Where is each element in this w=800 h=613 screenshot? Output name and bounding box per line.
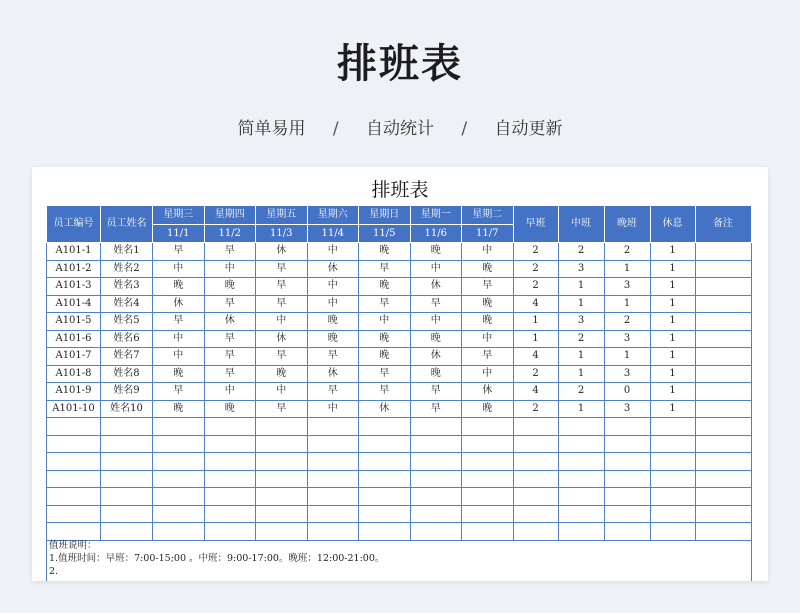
cell-employee-id[interactable]: A101-1 xyxy=(47,243,101,261)
cell-shift[interactable]: 早 xyxy=(204,365,256,383)
cell-count[interactable]: 1 xyxy=(650,313,695,331)
empty-cell[interactable] xyxy=(650,453,695,471)
cell-remark[interactable] xyxy=(695,400,751,418)
cell-shift[interactable]: 晚 xyxy=(410,330,462,348)
empty-cell[interactable] xyxy=(410,418,462,436)
cell-shift[interactable]: 中 xyxy=(153,348,205,366)
table-row xyxy=(47,295,752,313)
cell-shift[interactable]: 中 xyxy=(462,330,514,348)
sheet-title: 排班表 xyxy=(371,179,429,201)
cell-shift[interactable]: 早 xyxy=(359,383,411,401)
notes-line: 1.值班时间：早班：7:00-15;00 。中班：9:00-17:00。晚班：12:00-21:00。 xyxy=(49,553,385,564)
empty-cell[interactable] xyxy=(101,505,153,523)
cell-shift[interactable]: 中 xyxy=(307,400,359,418)
empty-cell[interactable] xyxy=(47,505,101,523)
cell-count[interactable]: 3 xyxy=(558,313,604,331)
empty-cell[interactable] xyxy=(47,488,101,506)
cell-shift[interactable]: 晚 xyxy=(153,400,205,418)
cell-employee-id[interactable]: A101-5 xyxy=(47,313,101,331)
empty-cell[interactable] xyxy=(256,470,308,488)
cell-shift[interactable]: 休 xyxy=(307,365,359,383)
tagline-separator: / xyxy=(332,119,339,139)
cell-employee-name[interactable]: 姓名3 xyxy=(101,278,153,296)
empty-cell[interactable] xyxy=(410,470,462,488)
cell-shift[interactable]: 晚 xyxy=(359,348,411,366)
empty-cell[interactable] xyxy=(47,418,101,436)
empty-cell[interactable] xyxy=(307,505,359,523)
header-date: 11/3 xyxy=(256,225,308,243)
cell-shift[interactable]: 中 xyxy=(153,330,205,348)
cell-shift[interactable]: 早 xyxy=(359,260,411,278)
cell-shift[interactable]: 晚 xyxy=(307,313,359,331)
cell-shift[interactable]: 早 xyxy=(204,243,256,261)
header-date: 11/5 xyxy=(359,225,411,243)
empty-cell[interactable] xyxy=(307,470,359,488)
empty-row xyxy=(47,435,752,453)
header-date: 11/6 xyxy=(410,225,462,243)
header-weekday: 星期日 xyxy=(359,206,411,225)
empty-cell[interactable] xyxy=(410,435,462,453)
empty-cell[interactable] xyxy=(558,470,604,488)
cell-count[interactable]: 1 xyxy=(650,348,695,366)
empty-cell[interactable] xyxy=(153,470,205,488)
cell-shift[interactable]: 晚 xyxy=(153,365,205,383)
empty-row xyxy=(47,453,752,471)
empty-cell[interactable] xyxy=(513,505,558,523)
header-date: 11/7 xyxy=(462,225,514,243)
cell-shift[interactable]: 早 xyxy=(359,365,411,383)
cell-employee-id[interactable]: A101-2 xyxy=(47,260,101,278)
empty-cell[interactable] xyxy=(462,470,514,488)
empty-cell[interactable] xyxy=(410,453,462,471)
cell-shift[interactable]: 休 xyxy=(307,260,359,278)
empty-cell[interactable] xyxy=(101,488,153,506)
header-date: 11/2 xyxy=(204,225,256,243)
cell-count[interactable]: 2 xyxy=(604,243,650,261)
cell-shift[interactable]: 早 xyxy=(410,295,462,313)
table-row xyxy=(47,313,752,331)
empty-cell[interactable] xyxy=(359,470,411,488)
cell-shift[interactable]: 中 xyxy=(359,313,411,331)
cell-shift[interactable]: 晚 xyxy=(410,365,462,383)
header-weekday: 星期五 xyxy=(256,206,308,225)
cell-count[interactable]: 1 xyxy=(558,295,604,313)
cell-shift[interactable]: 休 xyxy=(462,383,514,401)
notes-line: 2. xyxy=(49,566,59,577)
empty-cell[interactable] xyxy=(513,488,558,506)
cell-remark[interactable] xyxy=(695,278,751,296)
cell-shift[interactable]: 休 xyxy=(359,400,411,418)
cell-employee-name[interactable]: 姓名7 xyxy=(101,348,153,366)
cell-shift[interactable]: 晚 xyxy=(462,260,514,278)
cell-shift[interactable]: 晚 xyxy=(359,243,411,261)
cell-employee-name[interactable]: 姓名2 xyxy=(101,260,153,278)
empty-row xyxy=(47,418,752,436)
table-row xyxy=(47,278,752,296)
empty-cell[interactable] xyxy=(604,488,650,506)
schedule-table xyxy=(46,205,752,541)
cell-count[interactable]: 4 xyxy=(513,295,558,313)
empty-cell[interactable] xyxy=(47,435,101,453)
cell-employee-name[interactable]: 姓名8 xyxy=(101,365,153,383)
cell-shift[interactable]: 早 xyxy=(307,383,359,401)
empty-cell[interactable] xyxy=(204,435,256,453)
empty-cell[interactable] xyxy=(462,435,514,453)
empty-cell[interactable] xyxy=(204,488,256,506)
cell-count[interactable]: 3 xyxy=(604,400,650,418)
empty-cell[interactable] xyxy=(359,435,411,453)
empty-cell[interactable] xyxy=(256,453,308,471)
header-rest-count: 休息 xyxy=(650,206,695,243)
cell-shift[interactable]: 晚 xyxy=(462,313,514,331)
table-row xyxy=(47,348,752,366)
empty-cell[interactable] xyxy=(359,418,411,436)
empty-cell[interactable] xyxy=(256,418,308,436)
empty-cell[interactable] xyxy=(256,488,308,506)
cell-count[interactable]: 4 xyxy=(513,348,558,366)
cell-shift[interactable]: 中 xyxy=(204,383,256,401)
cell-employee-id[interactable]: A101-3 xyxy=(47,278,101,296)
cell-count[interactable]: 1 xyxy=(650,365,695,383)
table-row xyxy=(47,365,752,383)
empty-cell[interactable] xyxy=(558,453,604,471)
empty-cell[interactable] xyxy=(153,488,205,506)
cell-count[interactable]: 1 xyxy=(604,295,650,313)
empty-cell[interactable] xyxy=(650,435,695,453)
empty-cell[interactable] xyxy=(462,488,514,506)
cell-shift[interactable]: 中 xyxy=(153,260,205,278)
header-night-count: 晚班 xyxy=(604,206,650,243)
cell-shift[interactable]: 中 xyxy=(307,278,359,296)
cell-shift[interactable]: 中 xyxy=(462,243,514,261)
cell-remark[interactable] xyxy=(695,365,751,383)
cell-count[interactable]: 1 xyxy=(650,295,695,313)
cell-shift[interactable]: 早 xyxy=(204,295,256,313)
cell-count[interactable]: 1 xyxy=(558,400,604,418)
cell-count[interactable]: 2 xyxy=(558,243,604,261)
empty-cell[interactable] xyxy=(101,470,153,488)
cell-count[interactable]: 1 xyxy=(650,243,695,261)
cell-remark[interactable] xyxy=(695,313,751,331)
empty-cell[interactable] xyxy=(153,453,205,471)
table-row xyxy=(47,400,752,418)
cell-employee-name[interactable]: 姓名9 xyxy=(101,383,153,401)
header-remark: 备注 xyxy=(695,206,751,243)
empty-row xyxy=(47,470,752,488)
empty-cell[interactable] xyxy=(153,418,205,436)
empty-cell[interactable] xyxy=(558,418,604,436)
empty-cell[interactable] xyxy=(604,505,650,523)
cell-employee-name[interactable]: 姓名4 xyxy=(101,295,153,313)
cell-shift[interactable]: 早 xyxy=(256,400,308,418)
empty-cell[interactable] xyxy=(650,470,695,488)
cell-count[interactable]: 1 xyxy=(650,383,695,401)
tagline-item: 简单易用 xyxy=(237,119,306,139)
cell-count[interactable]: 1 xyxy=(650,400,695,418)
empty-cell[interactable] xyxy=(650,488,695,506)
cell-count[interactable]: 1 xyxy=(558,278,604,296)
empty-cell[interactable] xyxy=(101,453,153,471)
cell-count[interactable]: 3 xyxy=(558,260,604,278)
cell-shift[interactable]: 晚 xyxy=(153,278,205,296)
cell-shift[interactable]: 早 xyxy=(256,260,308,278)
cell-count[interactable]: 2 xyxy=(558,383,604,401)
cell-remark[interactable] xyxy=(695,295,751,313)
cell-shift[interactable]: 中 xyxy=(307,295,359,313)
empty-cell[interactable] xyxy=(513,418,558,436)
empty-row xyxy=(47,488,752,506)
empty-cell[interactable] xyxy=(695,453,751,471)
schedule-sheet xyxy=(32,167,768,581)
cell-remark[interactable] xyxy=(695,260,751,278)
cell-shift[interactable]: 休 xyxy=(153,295,205,313)
cell-shift[interactable]: 中 xyxy=(256,383,308,401)
empty-cell[interactable] xyxy=(47,470,101,488)
cell-shift[interactable]: 晚 xyxy=(410,243,462,261)
cell-count[interactable]: 2 xyxy=(513,260,558,278)
cell-shift[interactable]: 休 xyxy=(256,330,308,348)
cell-remark[interactable] xyxy=(695,348,751,366)
cell-count[interactable]: 1 xyxy=(650,260,695,278)
empty-cell[interactable] xyxy=(256,505,308,523)
cell-count[interactable]: 1 xyxy=(513,330,558,348)
notes-heading: 值班说明： xyxy=(49,540,97,551)
empty-cell[interactable] xyxy=(558,435,604,453)
cell-count[interactable]: 2 xyxy=(513,278,558,296)
cell-count[interactable]: 1 xyxy=(650,330,695,348)
header-weekday: 星期二 xyxy=(462,206,514,225)
cell-employee-id[interactable]: A101-10 xyxy=(47,400,101,418)
cell-employee-id[interactable]: A101-4 xyxy=(47,295,101,313)
empty-cell[interactable] xyxy=(307,435,359,453)
cell-shift[interactable]: 晚 xyxy=(359,330,411,348)
cell-shift[interactable]: 休 xyxy=(204,313,256,331)
header-employee-name: 员工姓名 xyxy=(101,206,153,243)
cell-shift[interactable]: 早 xyxy=(359,295,411,313)
cell-shift[interactable]: 早 xyxy=(153,243,205,261)
empty-cell[interactable] xyxy=(462,453,514,471)
cell-count[interactable]: 1 xyxy=(650,278,695,296)
cell-shift[interactable]: 早 xyxy=(410,400,462,418)
cell-shift[interactable]: 中 xyxy=(410,313,462,331)
cell-shift[interactable]: 早 xyxy=(204,348,256,366)
empty-cell[interactable] xyxy=(695,418,751,436)
empty-cell[interactable] xyxy=(101,418,153,436)
header-weekday: 星期四 xyxy=(204,206,256,225)
table-row xyxy=(47,330,752,348)
empty-cell[interactable] xyxy=(558,488,604,506)
empty-cell[interactable] xyxy=(695,470,751,488)
cell-shift[interactable]: 早 xyxy=(256,295,308,313)
cell-employee-id[interactable]: A101-9 xyxy=(47,383,101,401)
cell-shift[interactable]: 早 xyxy=(462,348,514,366)
tagline-item: 自动统计 xyxy=(366,119,434,139)
empty-cell[interactable] xyxy=(604,453,650,471)
header-morning-count: 早班 xyxy=(513,206,558,243)
empty-cell[interactable] xyxy=(604,470,650,488)
cell-employee-name[interactable]: 姓名5 xyxy=(101,313,153,331)
cell-shift[interactable]: 中 xyxy=(307,243,359,261)
empty-cell[interactable] xyxy=(695,488,751,506)
cell-count[interactable]: 1 xyxy=(604,260,650,278)
header-employee-id: 员工编号 xyxy=(47,206,101,243)
cell-shift[interactable]: 休 xyxy=(256,243,308,261)
cell-employee-name[interactable]: 姓名6 xyxy=(101,330,153,348)
tagline-item: 自动更新 xyxy=(494,119,563,139)
cell-employee-id[interactable]: A101-8 xyxy=(47,365,101,383)
empty-cell[interactable] xyxy=(359,488,411,506)
empty-cell[interactable] xyxy=(462,418,514,436)
cell-count[interactable]: 0 xyxy=(604,383,650,401)
cell-employee-id[interactable]: A101-6 xyxy=(47,330,101,348)
cell-employee-name[interactable]: 姓名1 xyxy=(101,243,153,261)
cell-shift[interactable]: 中 xyxy=(410,260,462,278)
cell-shift[interactable]: 中 xyxy=(204,260,256,278)
cell-count[interactable]: 3 xyxy=(604,365,650,383)
empty-cell[interactable] xyxy=(359,505,411,523)
header-weekday: 星期三 xyxy=(153,206,205,225)
cell-count[interactable]: 3 xyxy=(604,330,650,348)
table-row xyxy=(47,260,752,278)
cell-shift[interactable]: 晚 xyxy=(204,278,256,296)
duty-notes xyxy=(46,537,752,581)
empty-cell[interactable] xyxy=(47,453,101,471)
cell-shift[interactable]: 早 xyxy=(256,348,308,366)
page-title: 排班表 xyxy=(337,41,463,87)
cell-shift[interactable]: 早 xyxy=(307,348,359,366)
cell-shift[interactable]: 休 xyxy=(410,348,462,366)
empty-cell[interactable] xyxy=(650,418,695,436)
cell-count[interactable]: 3 xyxy=(604,278,650,296)
empty-cell[interactable] xyxy=(307,453,359,471)
table-row xyxy=(47,243,752,261)
cell-count[interactable]: 1 xyxy=(558,365,604,383)
cell-shift[interactable]: 晚 xyxy=(359,278,411,296)
empty-cell[interactable] xyxy=(462,505,514,523)
cell-shift[interactable]: 晚 xyxy=(462,400,514,418)
cell-shift[interactable]: 晚 xyxy=(307,330,359,348)
cell-count[interactable]: 2 xyxy=(513,400,558,418)
empty-cell[interactable] xyxy=(204,505,256,523)
cell-remark[interactable] xyxy=(695,383,751,401)
cell-employee-name[interactable]: 姓名10 xyxy=(101,400,153,418)
empty-cell[interactable] xyxy=(204,453,256,471)
cell-shift[interactable]: 晚 xyxy=(204,400,256,418)
cell-count[interactable]: 1 xyxy=(604,348,650,366)
header-date: 11/4 xyxy=(307,225,359,243)
cell-shift[interactable]: 早 xyxy=(462,278,514,296)
cell-remark[interactable] xyxy=(695,243,751,261)
tagline xyxy=(0,114,800,139)
tagline-separator: / xyxy=(461,119,468,139)
empty-cell[interactable] xyxy=(604,435,650,453)
empty-cell[interactable] xyxy=(695,435,751,453)
empty-cell[interactable] xyxy=(359,453,411,471)
empty-cell[interactable] xyxy=(153,505,205,523)
empty-cell[interactable] xyxy=(256,435,308,453)
empty-cell[interactable] xyxy=(513,470,558,488)
empty-cell[interactable] xyxy=(558,505,604,523)
schedule-table-body xyxy=(47,243,752,541)
cell-count[interactable]: 2 xyxy=(604,313,650,331)
empty-row xyxy=(47,505,752,523)
header-middle-count: 中班 xyxy=(558,206,604,243)
cell-count[interactable]: 2 xyxy=(513,243,558,261)
empty-cell[interactable] xyxy=(410,488,462,506)
empty-cell[interactable] xyxy=(695,505,751,523)
empty-cell[interactable] xyxy=(204,470,256,488)
cell-count[interactable]: 2 xyxy=(558,330,604,348)
empty-cell[interactable] xyxy=(101,435,153,453)
header-weekday: 星期六 xyxy=(307,206,359,225)
cell-shift[interactable]: 晚 xyxy=(462,295,514,313)
cell-count[interactable]: 4 xyxy=(513,383,558,401)
empty-cell[interactable] xyxy=(513,435,558,453)
cell-shift[interactable]: 休 xyxy=(410,278,462,296)
cell-shift[interactable]: 早 xyxy=(256,278,308,296)
empty-cell[interactable] xyxy=(410,505,462,523)
cell-remark[interactable] xyxy=(695,330,751,348)
cell-count[interactable]: 1 xyxy=(558,348,604,366)
cell-count[interactable]: 1 xyxy=(513,313,558,331)
empty-cell[interactable] xyxy=(204,418,256,436)
empty-cell[interactable] xyxy=(650,505,695,523)
cell-employee-id[interactable]: A101-7 xyxy=(47,348,101,366)
cell-shift[interactable]: 中 xyxy=(462,365,514,383)
header-weekday: 星期一 xyxy=(410,206,462,225)
empty-cell[interactable] xyxy=(513,453,558,471)
cell-shift[interactable]: 中 xyxy=(256,313,308,331)
cell-shift[interactable]: 晚 xyxy=(256,365,308,383)
empty-cell[interactable] xyxy=(604,418,650,436)
header-date: 11/1 xyxy=(153,225,205,243)
cell-shift[interactable]: 早 xyxy=(410,383,462,401)
empty-cell[interactable] xyxy=(153,435,205,453)
cell-shift[interactable]: 早 xyxy=(153,313,205,331)
table-row xyxy=(47,383,752,401)
cell-shift[interactable]: 早 xyxy=(153,383,205,401)
cell-count[interactable]: 2 xyxy=(513,365,558,383)
cell-shift[interactable]: 早 xyxy=(204,330,256,348)
empty-cell[interactable] xyxy=(307,418,359,436)
empty-cell[interactable] xyxy=(307,488,359,506)
